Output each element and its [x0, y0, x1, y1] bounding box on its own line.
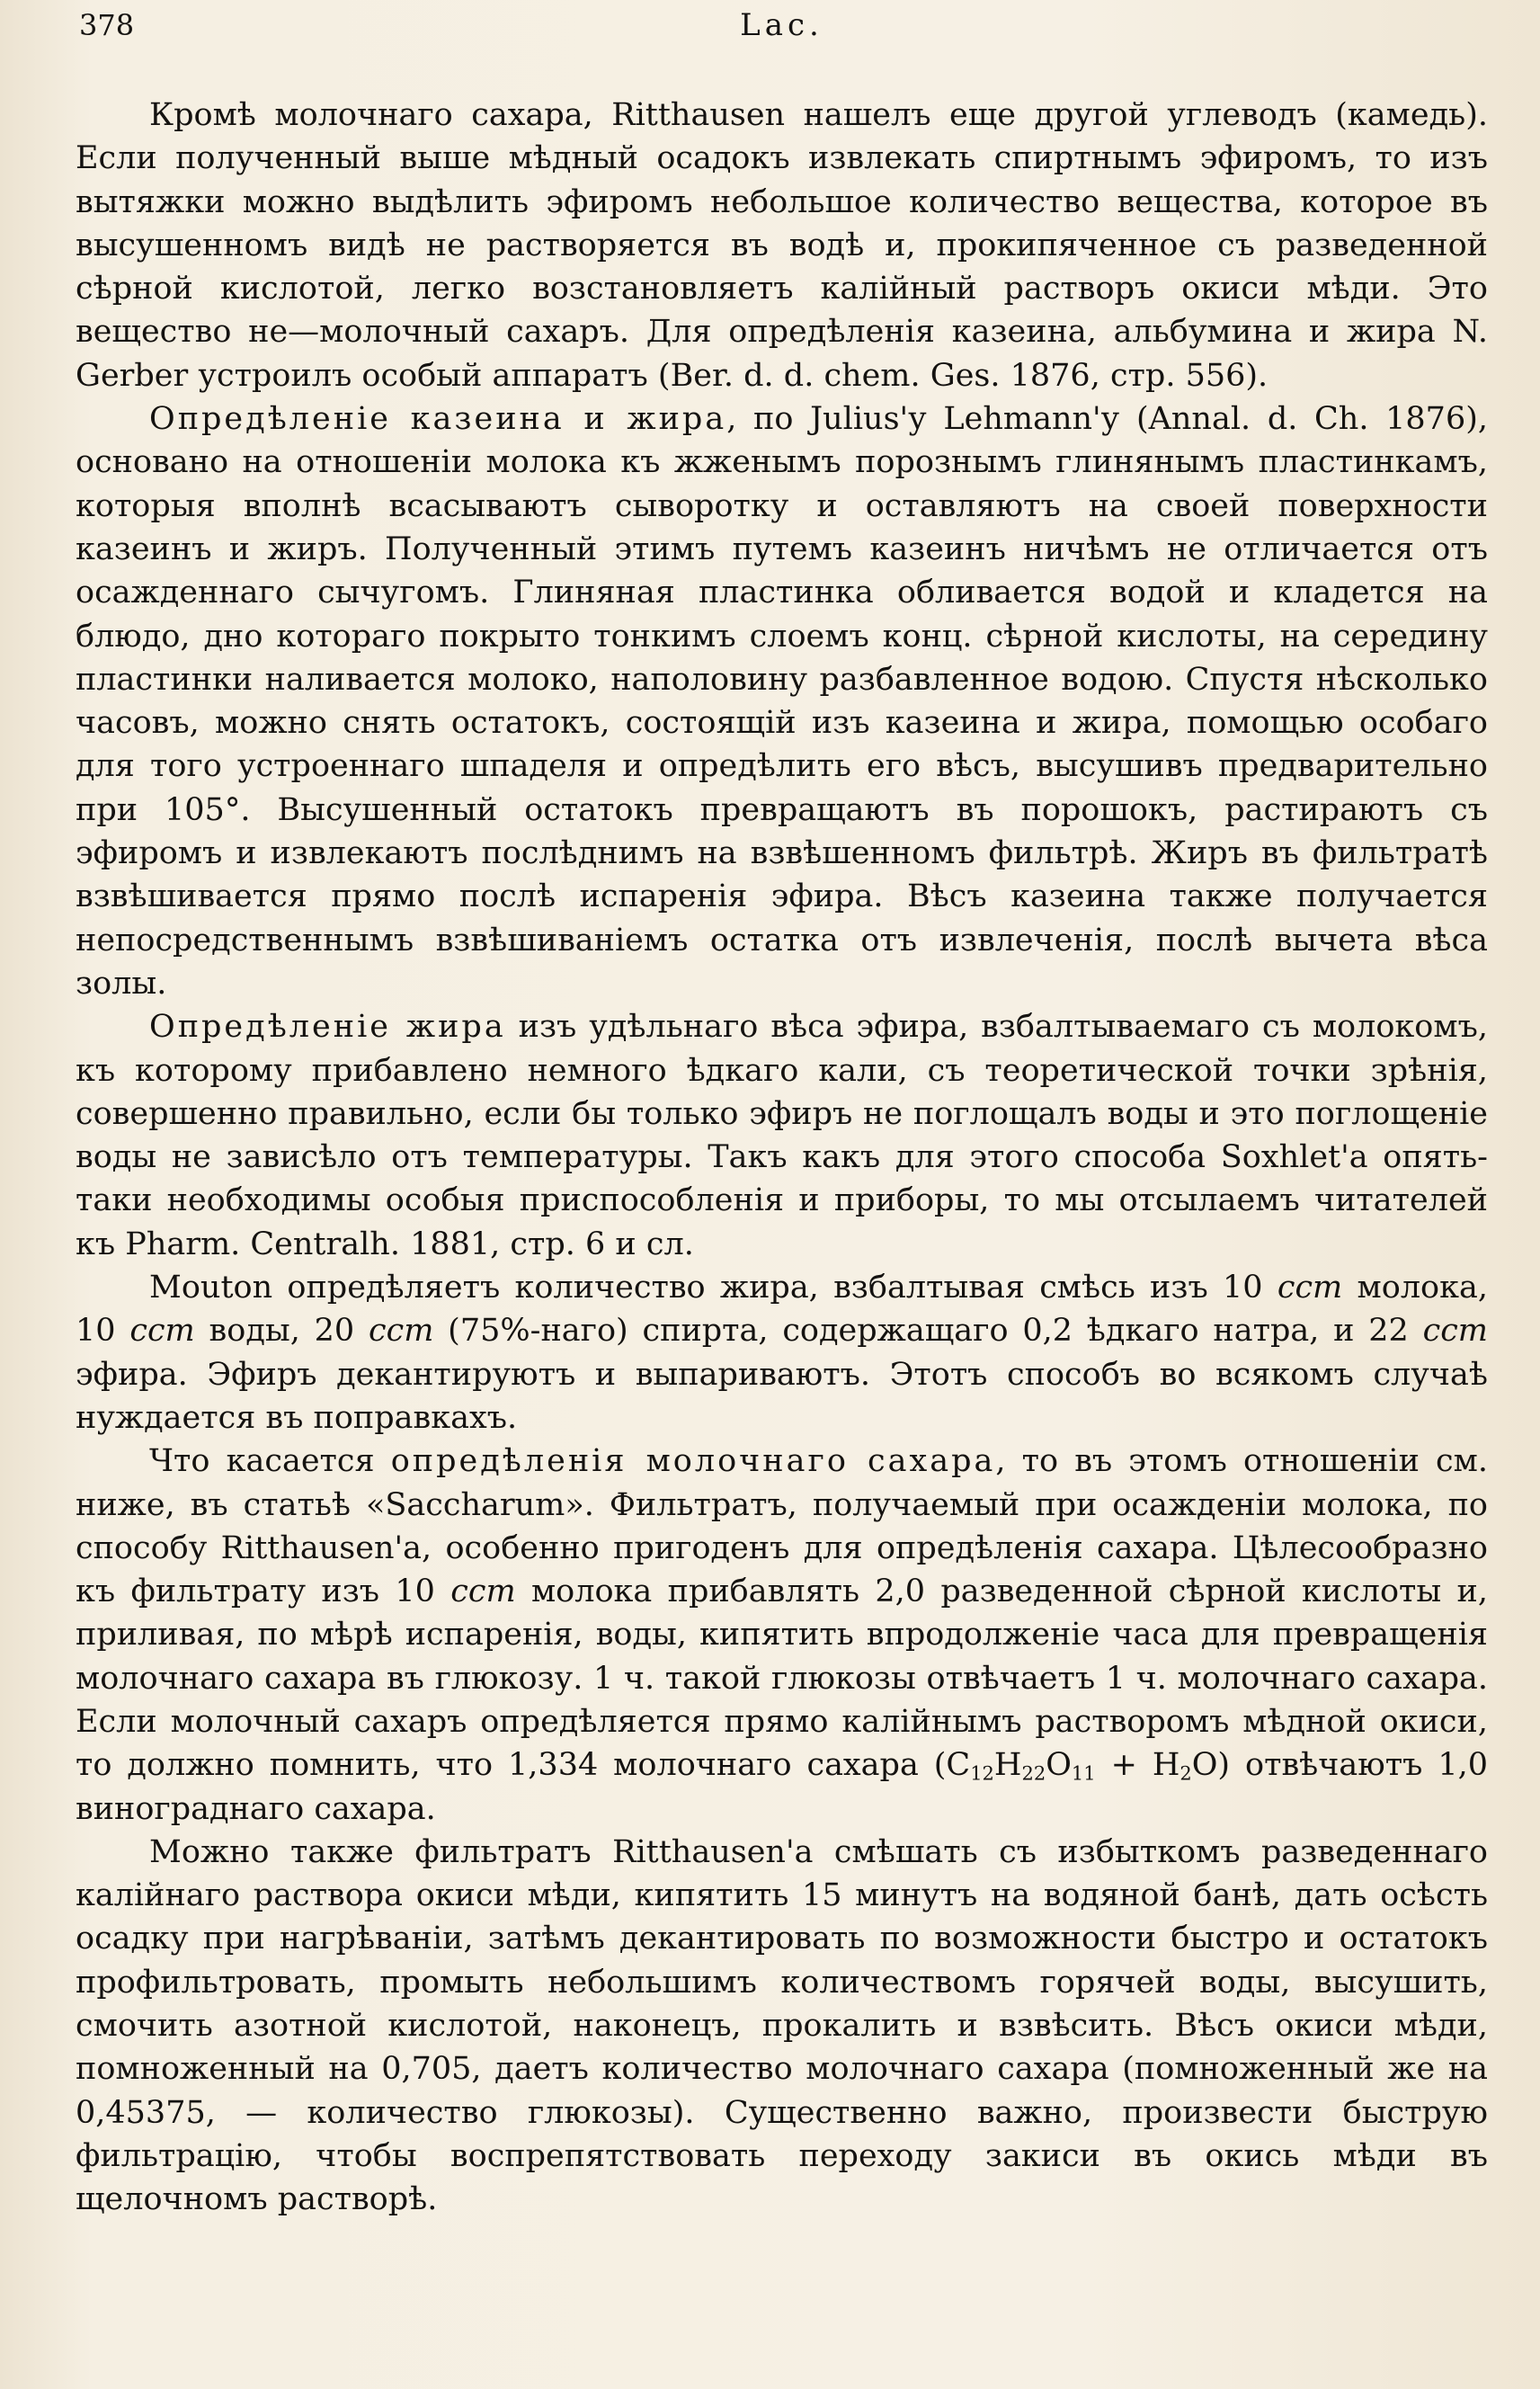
- text-run: воды, 20: [194, 1313, 369, 1350]
- text-run: изъ удѣльнаго вѣса эфира, взбалтываемаго съ молокомъ, къ которому прибавлено немного ѣдкаго кали, съ теоретической точки зрѣнія, совершенно правильно, если бы только эфиръ не поглощалъ воды и это поглощеніе воды не зависѣло отъ температуры. Такъ какъ для этого способа Soxhlet'а опять-таки необходимы особыя приспособленія и приборы, то мы отсылаемъ читателей къ Pharm. Centralh. 1881, стр. 6 и сл.: [76, 1009, 1488, 1262]
- page-number: 378: [79, 8, 135, 42]
- text-run: Кромѣ молочнаго сахара, Ritthausen нашелъ еще другой углеводъ (камедь). Если полученный выше мѣдный осадокъ извлекать спиртнымъ эфиромъ, то изъ вытяжки можно выдѣлить эфиромъ небольшое количество вещества, которое въ высушенномъ видѣ не растворяется въ водѣ и, прокипяченное съ разведенной сѣрной кислотой, легко возстановляетъ калійный растворъ окиси мѣди. Это вещество не—молочный сахаръ. Для опредѣленія казеина, альбумина и жира N. Gerber устроилъ особый аппаратъ (Ber. d. d. chem. Ges. 1876, стр. 556).: [76, 97, 1488, 394]
- subscript: 11: [1071, 1762, 1096, 1785]
- paragraph-4: [76, 1266, 1488, 1440]
- subscript: 22: [1021, 1762, 1046, 1785]
- paragraph-3: [76, 1005, 1488, 1266]
- text-run: H: [993, 1747, 1022, 1784]
- header-title: Lac.: [740, 7, 823, 43]
- paragraph-5: [76, 1440, 1488, 1831]
- italic-unit: ccm: [129, 1313, 195, 1350]
- text-run: , то въ этомъ отношеніи см. ниже, въ статьѣ «Saccharum». Фильтратъ, получаемый при осажденіи молока, по способу Ritthausen'а, особенно пригоденъ для опредѣленія сахара. Цѣлесообразно къ фильтрату изъ 10: [76, 1443, 1488, 1610]
- text-run: молока, 10: [76, 1270, 1488, 1350]
- text-run: , по Julius'у Lehmann'у (Annal. d. Ch. 1876), основано на отношеніи молока къ жженымъ порознымъ глинянымъ пластинкамъ, которыя вполнѣ всасываютъ сыворотку и оставляютъ на своей поверхности казеинъ и жиръ. Полученный этимъ путемъ казеинъ ничѣмъ не отличается отъ осажденнаго сычугомъ. Глиняная пластинка обливается водой и кладется на блюдо, дно котораго покрыто тонкимъ слоемъ конц. сѣрной кислоты, на середину пластинки наливается молоко, наполовину разбавленное водою. Спустя нѣсколько часовъ, можно снять остатокъ, состоящій изъ казеина и жира, помощью особаго для того устроеннаго шпаделя и опредѣлить его вѣсъ, высушивъ предварительно при 105°. Высушенный остатокъ превращаютъ въ порошокъ, растираютъ съ эфиромъ и извлекаютъ послѣднимъ на взвѣшенномъ фильтрѣ. Жиръ въ фильтратѣ взвѣшивается прямо послѣ испаренія эфира. Вѣсъ казеина также получается непосредственнымъ взвѣшиваніемъ остатка отъ извлеченія, послѣ вычета вѣса золы.: [76, 401, 1489, 1002]
- text-run: O) отвѣчаютъ 1,0 винограднаго сахара.: [76, 1747, 1488, 1827]
- text-run: эфира. Эфиръ декантируютъ и выпариваютъ. Этотъ способъ во всякомъ случаѣ нуждается въ поправкахъ.: [76, 1356, 1488, 1436]
- italic-unit: ccm: [1277, 1270, 1343, 1306]
- text-run: молока прибавлять 2,0 разведенной сѣрной кислоты и, приливая, по мѣрѣ испаренія, воды, кипятить впродолженіе часа для превращенія молочнаго сахара въ глюкозу. 1 ч. такой глюкозы отвѣчаетъ 1 ч. молочнаго сахара. Если молочный сахаръ опредѣляется прямо калійнымъ растворомъ мѣдной окиси, то должно помнить, что 1,334 молочнаго сахара (C: [76, 1573, 1489, 1784]
- spaced-emphasis: Опредѣленіе казеина и жира: [149, 401, 727, 438]
- text-run: Mouton опредѣляетъ количество жира, взбалтывая смѣсь изъ 10: [149, 1270, 1277, 1306]
- spaced-emphasis: Опредѣленіе жира: [149, 1009, 506, 1046]
- italic-unit: ccm: [368, 1313, 434, 1350]
- body-text: [76, 94, 1488, 2222]
- italic-unit: ccm: [450, 1573, 516, 1610]
- text-run: Можно также фильтратъ Ritthausen'а смѣшать съ избыткомъ разведеннаго калійнаго раствора окиси мѣди, кипятить 15 минутъ на водяной банѣ, дать осѣсть осадку при нагрѣваніи, затѣмъ декантировать по возможности быстро и остатокъ профильтровать, промыть небольшимъ количествомъ горячей воды, высушить, смочить азотной кислотой, наконецъ, прокалить и взвѣсить. Вѣсъ окиси мѣди, помноженный на 0,705, даетъ количество молочнаго сахара (помноженный же на 0,45375, — количество глюкозы). Существенно важно, произвести быструю фильтрацію, чтобы воспрепятствовать переходу закиси въ окись мѣди въ щелочномъ растворѣ.: [76, 1833, 1488, 2218]
- spaced-emphasis: опредѣленія молочнаго сахара: [390, 1443, 996, 1480]
- text-run: Что касается: [149, 1443, 391, 1480]
- text-run: + H: [1095, 1747, 1180, 1784]
- running-head: [76, 0, 1488, 50]
- subscript: 2: [1179, 1762, 1192, 1785]
- text-run: O: [1046, 1747, 1072, 1784]
- subscript: 12: [970, 1762, 994, 1785]
- paragraph-2: [76, 397, 1488, 1005]
- text-run: (75%-наго) спирта, содержащаго 0,2 ѣдкаго натра, и 22: [433, 1313, 1423, 1350]
- paragraph-6: [76, 1831, 1488, 2222]
- italic-unit: ccm: [1422, 1313, 1488, 1350]
- paragraph-1: [76, 94, 1488, 397]
